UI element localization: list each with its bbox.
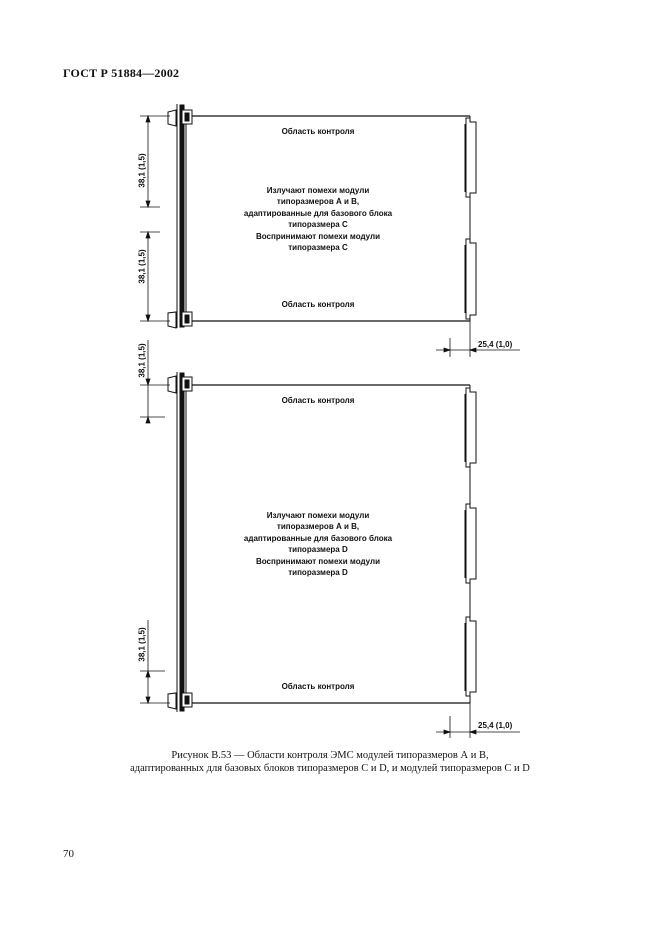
bottom-middle-text [218,510,418,578]
document-header: ГОСТ Р 51884—2002 [63,66,180,80]
bottom-middle-line-6: типоразмера D [288,568,348,578]
bottom-control-area-lower-label: Область контроля [281,682,355,691]
top-middle-line-4: типоразмера С [288,220,348,230]
top-middle-line-5: Воспринимают помехи модули [255,231,380,241]
bottom-dimension-right-label: 25,4 (1,0) [478,721,513,730]
page-number: 70 [63,848,74,860]
top-middle-line-3: адаптированные для базового блока [243,208,393,218]
bottom-middle-line-1: Излучают помехи модули [266,511,370,520]
bottom-middle-line-4: типоразмера D [288,545,348,555]
bottom-middle-line-2: типоразмеров А и В, [276,522,360,532]
top-control-area-lower-label: Область контроля [281,300,355,309]
bottom-middle-line-5: Воспринимают помехи модули [255,556,380,566]
top-middle-line-6: типоразмера С [288,243,348,253]
top-dimension-lower-label: 38,1 (1,5) [137,249,147,284]
top-dimension-upper-label: 38,1 (1,5) [137,153,147,188]
bottom-dimension-upper-label: 38,1 (1,5) [137,343,147,378]
top-middle-line-2: типоразмеров А и В, [276,197,360,207]
caption-line-2: адаптированных для базовых блоков типоразмеров С и D, и модулей типоразмеров С и D [130,763,530,774]
top-control-area-upper-label: Область контроля [281,127,355,136]
top-middle-line-1: Излучают помехи модули [266,186,370,195]
figure-caption [80,749,580,775]
top-dimension-right-label: 25,4 (1,0) [478,340,513,349]
bottom-dimension-lower-label: 38,1 (1,5) [137,627,147,662]
caption-line-1: Рисунок В.53 — Области контроля ЭМС модулей типоразмеров А и В, [171,750,489,761]
top-middle-text [218,185,418,253]
bottom-middle-line-3: адаптированные для базового блока [243,533,393,543]
bottom-control-area-upper-label: Область контроля [281,396,355,405]
